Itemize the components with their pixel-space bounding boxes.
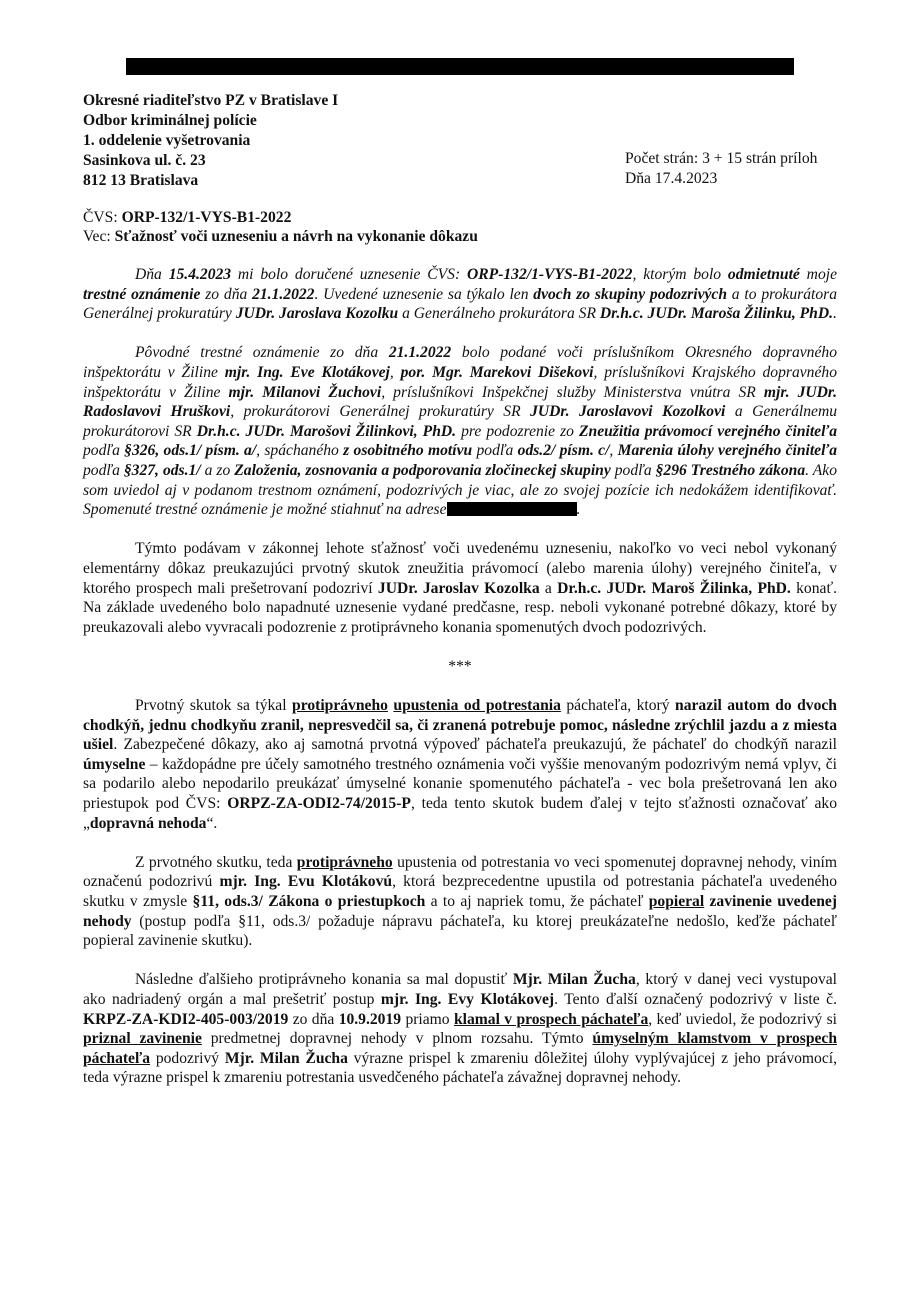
paragraph-5: Z prvotného skutku, teda protiprávneho upustenia od potrestania vo veci spomenutej dopravnej nehody, viním označenú podozrivú mjr. Ing. Evu Klotákovú, ktorá bezprecedentne upustila od potrestania páchateľa uvedeného skutku v zmysle §11, ods.3/ Zákona o priestupkoch a to aj napriek tomu, že páchateľ popieral zavinenie uvedenej nehody (postup podľa §11, ods.3/ požaduje nápravu páchateľa, ku ktorej preukázateľne nedošlo, keďže páchateľ popieral zavinenie skutku).	[83, 853, 838, 950]
recipient-address	[83, 91, 338, 191]
document-meta	[625, 149, 817, 189]
page-count: Počet strán: 3 + 15 strán príloh	[625, 150, 818, 167]
paragraph-3: Týmto podávam v zákonnej lehote sťažnosť voči uvedenému uzneseniu, nakoľko vo veci nebol vykonaný elementárny dôkaz preukazujúci prvotný skutok zneužitia právomocí (alebo marenia úlohy) verejného činiteľa, v ktorého prospech mali prešetrovaní podozriví JUDr. Jaroslav Kozolka a Dr.h.c. JUDr. Maroš Žilinka, PhD. konať. Na základe uvedeného bolo napadnuté uznesenie vydané predčasne, resp. neboli vykonané potrebné dôkazy, ktoré by preukazovali alebo vyvracali podozrenie z protiprávneho konania spomenutých dvoch podozrivých.	[83, 540, 837, 636]
paragraph-1: Dňa 15.4.2023 mi bolo doručené uznesenie ČVS: ORP-132/1-VYS-B1-2022, ktorým bolo odmietnuté moje trestné oznámenie zo dňa 21.1.2022. Uvedené uznesenie sa týkalo len dvoch zo skupiny podozrivých a to prokurátora Generálnej prokuratúry JUDr. Jaroslava Kozolku a Generálneho prokurátora SR Dr.h.c. JUDr. Maroša Žilinku, PhD..	[83, 266, 837, 323]
paragraph-2: Pôvodné trestné oznámenie zo dňa 21.1.2022 bolo podané voči príslušníkom Okresného dopravného inšpektorátu v Žiline mjr. Ing. Eve Klotákovej, por. Mgr. Marekovi Dišekovi, príslušníkovi Krajského dopravného inšpektorátu v Žiline mjr. Milanovi Žuchovi, príslušníkovi Inšpekčnej služby Ministerstva vnútra SR mjr. JUDr. Radoslavovi Hruškovi, prokurátorovi Generálnej prokuratúry SR JUDr. Jaroslavovi Kozolkovi a Generálnemu prokurátorovi SR Dr.h.c. JUDr. Marošovi Žilinkovi, PhD. pre podozrenie zo Zneužitia právomocí verejného činiteľa podľa §326, ods.1/ písm. a/, spáchaného z osobitného motívu podľa ods.2/ písm. c/, Marenia úlohy verejného činiteľa podľa §327, ods.1/ a zo Založenia, zosnovania a podporovania zločineckej skupiny podľa §296 Trestného zákona. Ako som uviedol aj v podanom trestnom oznámení, podozrivých je viac, ale zo svojej pozície ich nedokážem identifikovať. Spomenuté trestné oznámenie je možné stiahnuť na adrese .	[83, 344, 838, 519]
subject-line: Vec: Sťažnosť voči uzneseniu a návrh na vykonanie dôkazu	[83, 228, 478, 245]
letter-body	[83, 265, 837, 1108]
recipient-line: Okresné riaditeľstvo PZ v Bratislave I	[83, 92, 339, 109]
reference-block	[83, 208, 478, 246]
recipient-line: 1. oddelenie vyšetrovania	[83, 132, 251, 149]
recipient-line: Odbor kriminálnej polície	[83, 112, 257, 129]
recipient-line: 812 13 Bratislava	[83, 172, 199, 189]
redacted-url	[447, 502, 577, 516]
document-date: Dňa 17.4.2023	[625, 170, 718, 187]
paragraph-4: Prvotný skutok sa týkal protiprávneho upustenia od potrestania páchateľa, ktorý narazil autom do dvoch chodkýň, jednu chodkyňu zranil, nepresvedčil sa, či zranená potrebuje pomoc, následne zrýchlil jazdu a z miesta ušiel. Zabezpečené dôkazy, ako aj samotná prvotná výpoveď páchateľa preukazujú, že páchateľ do chodkýň narazil úmyselne – každopádne pre účely samotného trestného oznámenia voči vyššie menovaným podozrivým nemá vplyv, či sa podarilo alebo nepodarilo preukázať úmyselné konanie spomenutého páchateľa - vec bola prešetrovaná len ako priestupok pod ČVS: ORPZ-ZA-ODI2-74/2015-P, teda tento skutok budem ďalej v tejto sťažnosti označovať ako „dopravná nehoda“.	[83, 697, 837, 832]
paragraph-6: Následne ďalšieho protiprávneho konania sa mal dopustiť Mjr. Milan Žucha, ktorý v danej veci vystupoval ako nadriadený orgán a mal prešetriť postup mjr. Ing. Evy Klotákovej. Tento ďalší označený podozrivý v liste č. KRPZ-ZA-KDI2-405-003/2019 zo dňa 10.9.2019 priamo klamal v prospech páchateľa, keď uviedol, že podozrivý si priznal zavinenie predmetnej dopravnej nehody v plnom rozsahu. Týmto úmyselným klamstvom v prospech páchateľa podozrivý Mjr. Milan Žucha výrazne prispel k zmareniu dôležitej úlohy vyplývajúcej z jeho právomocí, teda výrazne prispel k zmareniu potrestania usvedčeného páchateľa závažnej dopravnej nehody.	[83, 971, 838, 1087]
section-separator: ***	[448, 657, 472, 675]
recipient-line: Sasinkova ul. č. 23	[83, 152, 206, 169]
case-number: ČVS: ORP-132/1-VYS-B1-2022	[83, 209, 292, 226]
redaction-bar-top	[126, 58, 794, 75]
